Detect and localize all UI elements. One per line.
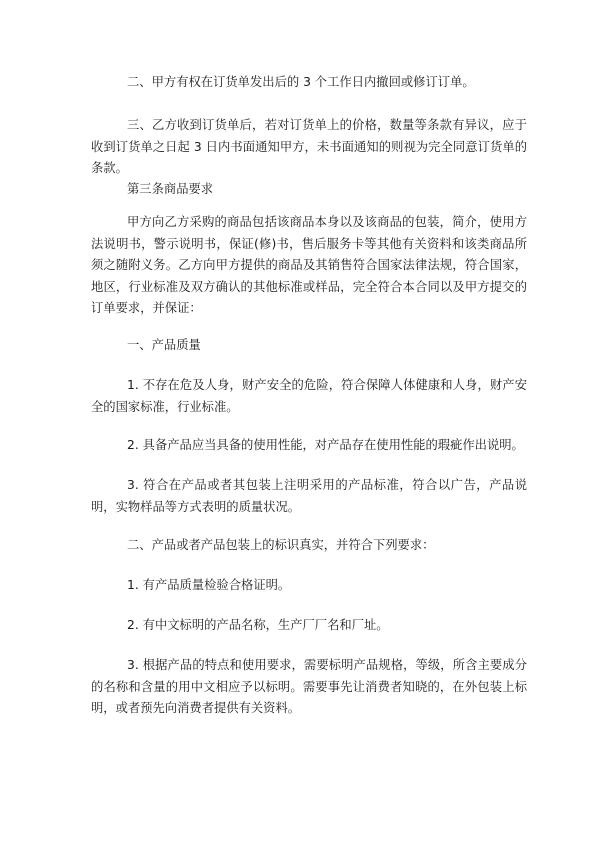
subheading-labeling: 二、产品或者产品包装上的标识真实，并符合下列要求： — [127, 538, 435, 552]
subheading-product-quality: 一、产品质量 — [127, 338, 201, 352]
paragraph-clause-2-withdraw-order: 二、甲方有权在订货单发出后的 3 个工作日内撤回或修订订单。 — [127, 75, 475, 89]
paragraph-clause-3-objection: 三、乙方收到订货单后，若对订货单上的价格，数量等条款有异议，应于收到订货单之日起 3 日内书面通知甲方，未书面通知的则视为完全同意订货单的条款。 — [91, 118, 527, 175]
paragraph-quality-item-1: 1. 不存在危及人身，财产安全的危险，符合保障人体健康和人身，财产安全的国家标准，行业标准。 — [91, 378, 527, 414]
paragraph-product-scope: 甲方向乙方采购的商品包括该商品本身以及该商品的包装，简介，使用方法说明书，警示说明书，保证(修)书，售后服务卡等其他有关资料和该类商品所须之随附义务。乙方向甲方提供的商品及其销售符合国家法律法规，符合国家，地区，行业标准及双方确认的其他标准或样品，完全符合本合同以及甲方提交的订单要求，并保证： — [91, 215, 527, 315]
paragraph-quality-item-3: 3. 符合在产品或者其包装上注明采用的产品标准，符合以广告，产品说明，实物样品等方式表明的质量状况。 — [91, 478, 527, 514]
paragraph-labeling-item-3: 3. 根据产品的特点和使用要求，需要标明产品规格，等级，所含主要成分的名称和含量的用中文相应予以标明。需要事先让消费者知晓的，在外包装上标明，或者预先向消费者提供有关资料。 — [91, 658, 527, 715]
paragraph-labeling-item-1: 1. 有产品质量检验合格证明。 — [127, 578, 291, 592]
section-heading-article-3: 第三条商品要求 — [127, 182, 214, 196]
paragraph-quality-item-2: 2. 具备产品应当具备的使用性能，对产品存在使用性能的瑕疵作出说明。 — [127, 438, 524, 452]
paragraph-labeling-item-2: 2. 有中文标明的产品名称，生产厂厂名和厂址。 — [127, 618, 389, 632]
